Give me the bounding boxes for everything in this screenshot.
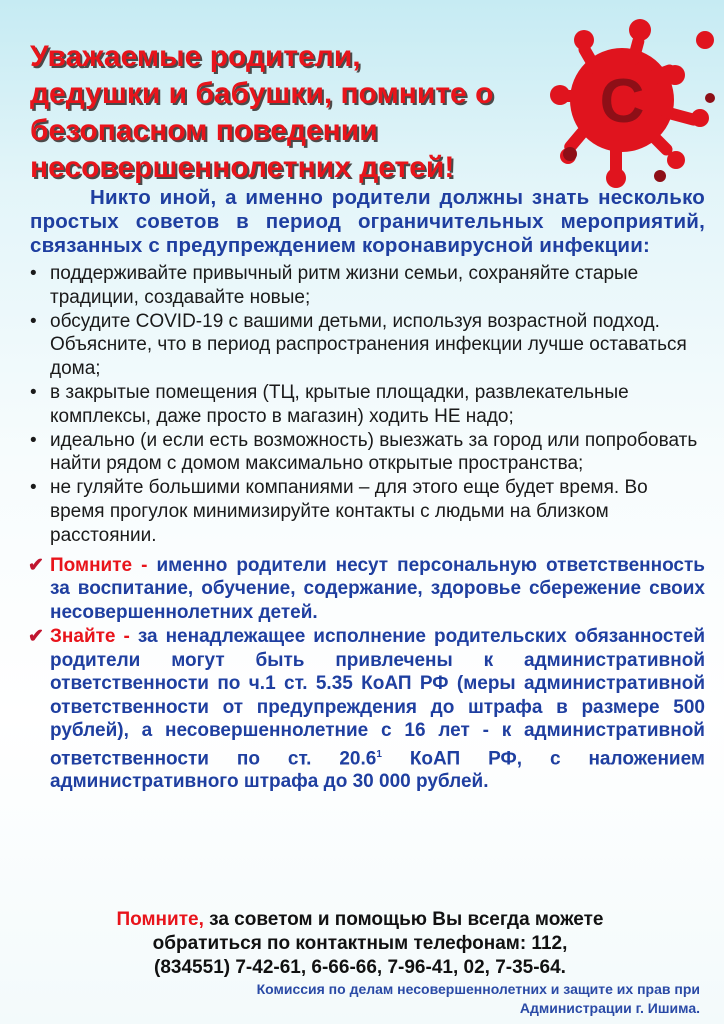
bullet-icon: •	[30, 477, 37, 499]
contact-line	[40, 908, 680, 932]
bullet-icon: •	[30, 263, 37, 284]
contact-phones: (834551) 7-42-61, 6-66-66, 7-96-41, 02, 7-35-64.	[154, 957, 566, 978]
contact-line: обратиться по контактным телефонам: 112,	[152, 933, 568, 954]
list-item	[30, 429, 705, 477]
page-title	[30, 38, 570, 186]
contact-text: за советом и помощью Вы всегда можете	[203, 909, 604, 930]
checkmark-icon: ✔	[28, 554, 44, 576]
virus-dark-dot	[654, 170, 666, 182]
intro-paragraph: Никто иной, а именно родители должны знать несколько простых советов в период ограничительных мероприятий, связанных с предупреждением коронавирусной инфекции:	[30, 186, 705, 257]
footer-line: Комиссия по делам несовершеннолетних и защите их прав при	[256, 981, 700, 997]
list-item-text: обсудите COVID-19 с вашими детьми, используя возрастной подход. Объясните, что в период распространения инфекции лучше оставаться дома;	[50, 310, 687, 380]
main-content	[30, 186, 705, 795]
note-text: именно родители несут персональную ответственность за воспитание, обучение, содержание, здоровье сбережение своих несовершеннолетних детей.	[50, 554, 705, 623]
virus-letter: C	[599, 67, 645, 136]
list-item	[30, 310, 705, 381]
virus-dark-dot	[705, 93, 715, 103]
list-item	[30, 476, 705, 547]
advice-list	[30, 262, 705, 548]
list-item-text: не гуляйте большими компаниями – для этого еще будет время. Во время прогулок минимизируйте контакты с людьми на близком расстоянии.	[50, 477, 648, 546]
note-superscript: 1	[376, 748, 382, 760]
bullet-icon: •	[30, 381, 37, 403]
list-item-text: поддерживайте привычный ритм жизни семьи, сохраняйте старые традиции, создавайте новые;	[50, 263, 639, 308]
note-lead: Знайте -	[50, 626, 130, 648]
title-line: безопасном поведении	[30, 114, 378, 147]
list-item	[30, 381, 705, 429]
title-line: несовершеннолетних детей!	[30, 151, 455, 184]
note-text: за ненадлежащее исполнение родительских обязанностей родители могут быть привлечены к административной ответственности по ч.1 ст. 5.35 КоАП РФ (меры административной ответственности от предупреждения до штрафа в размере 500 рублей), а несовершеннолетние с 16 лет - к административной ответственности по ст. 20.6	[50, 626, 705, 769]
notes-list	[30, 554, 705, 794]
note-remember	[30, 554, 705, 625]
note-know	[30, 625, 705, 794]
bullet-icon: •	[30, 310, 37, 332]
footer-attribution	[140, 980, 700, 1018]
title-line: Уважаемые родители,	[30, 40, 361, 73]
contact-lead: Помните,	[116, 909, 204, 930]
list-item-text: идеально (и если есть возможность) выезжать за город или попробовать найти рядом с домом максимально открытые пространства;	[50, 429, 698, 475]
footer-line: Администрации г. Ишима.	[519, 1000, 700, 1016]
bullet-icon: •	[30, 429, 37, 451]
checkmark-icon: ✔	[28, 626, 44, 648]
list-item	[30, 262, 705, 310]
contact-block	[40, 908, 680, 980]
note-lead: Помните -	[50, 554, 148, 576]
note-text: КоАП РФ, с наложением административного штрафа до 30 000 рублей.	[50, 747, 705, 793]
list-item-text: в закрытые помещения (ТЦ, крытые площадки, развлекательные комплексы, даже просто в магазин) ходить НЕ надо;	[50, 381, 629, 427]
title-line: дедушки и бабушки, помните о	[30, 77, 494, 110]
